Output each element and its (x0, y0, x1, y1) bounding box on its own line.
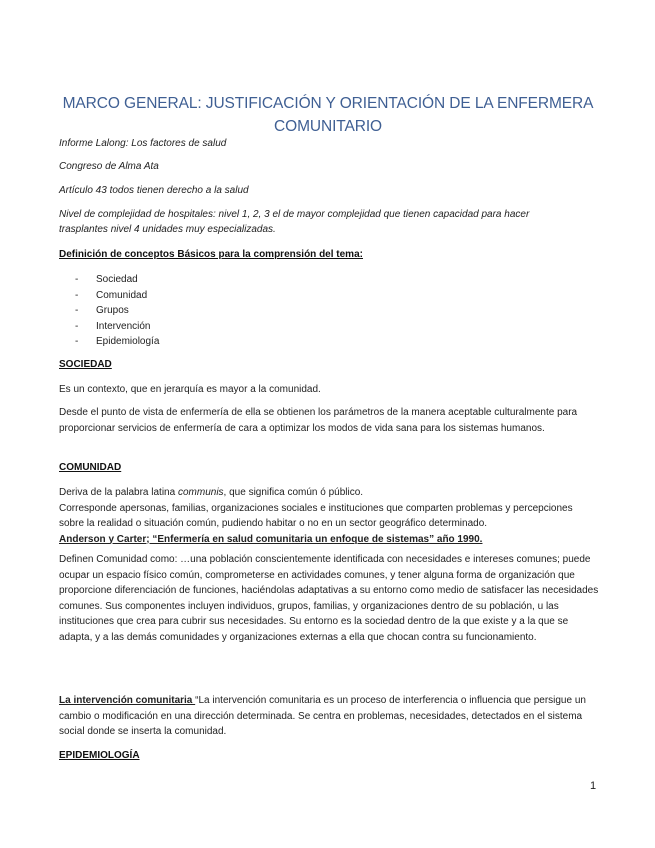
comunidad-definition: Corresponde apersonas, familias, organizaciones sociales e instituciones que comparten problemas y percepciones sobre la realidad o situación común, pudiendo habitar o no en un sector geográfico determinado. (59, 502, 573, 529)
bullet-dash: - (75, 274, 79, 285)
list-item: - Grupos (75, 303, 159, 319)
comunidad-block (59, 485, 599, 547)
intro-line-alma-ata: Congreso de Alma Ata (59, 161, 159, 172)
title-line-2: COMUNITARIO (274, 118, 382, 135)
document-title (60, 92, 596, 138)
sociedad-paragraph-2: Desde el punto de vista de enfermería de ella se obtienen los parámetros de la manera aceptable culturalmente para proporcionar servicios de enfermería de cara a optimizar los modos de vida sana para los sistemas humanos. (59, 407, 578, 434)
intro-line-articulo: Artículo 43 todos tienen derecho a la salud (59, 185, 249, 196)
intro-line-lalong: Informe Lalong: Los factores de salud (59, 138, 227, 149)
bullet-dash: - (75, 320, 79, 332)
bullet-dash: - (75, 289, 79, 301)
sociedad-heading: SOCIEDAD (59, 359, 112, 370)
list-item: - Epidemiología (75, 334, 159, 350)
page-number: 1 (590, 780, 597, 792)
list-item: - Sociedad (75, 272, 159, 288)
list-item: - Intervención (75, 319, 159, 335)
comunidad-heading: COMUNIDAD (59, 462, 122, 473)
definitions-heading: Definición de conceptos Básicos para la comprensión del tema: (59, 249, 363, 260)
intervencion-paragraph (59, 693, 599, 740)
bullet-dash: - (75, 305, 79, 316)
title-line-1: MARCO GENERAL: JUSTIFICACIÓN Y ORIENTACIÓN DE LA ENFERMERA (62, 95, 594, 112)
intro-line-complejidad: Nivel de complejidad de hospitales: nivel 1, 2, 3 el de mayor complejidad que tienen capacidad para hacer trasplantes nivel 4 unidades muy especializadas. (59, 209, 530, 235)
comunidad-origin: Deriva de la palabra latina communis, que significa común ó público. (59, 487, 364, 498)
intervencion-text: “La intervención comunitaria es un proceso de interferencia o influencia que persigue un cambio o modificación en una dirección determinada. Se centra en problemas, necesidades, detectados en el sistema social donde se inserta la comunidad. (59, 695, 586, 737)
latin-word: communis (177, 487, 224, 498)
bullet-dash: - (75, 336, 79, 347)
comunidad-reference: Anderson y Carter; “Enfermería en salud comunitaria un enfoque de sistemas” año 1990. (59, 533, 483, 545)
epidemiologia-heading: EPIDEMIOLOGÍA (59, 750, 140, 761)
sociedad-paragraph-1: Es un contexto, que en jerarquía es mayor a la comunidad. (59, 384, 321, 395)
comunidad-paragraph-3: Definen Comunidad como: …una población conscientemente identificada con necesidades e intereses comunes; puede ocupar un espacio físico común, comprometerse en actividades comunes, y tener alguna forma de organización que proporcione diferenciación de funciones, haciéndolas adaptativas a su entorno como medio de satisfacer las necesidades comunes. Sus componentes incluyen individuos, grupos, familias, y organizaciones dentro de su población, u las instituciones que crea para cubrir sus necesidades. Su entorno es la sociedad dentro de la que existe y a la que se adapta, y a las demás comunidades y organizaciones externas a ella que chocan contra su funcionamiento. (59, 554, 599, 643)
list-item: - Comunidad (75, 288, 159, 304)
intervencion-heading: La intervención comunitaria (59, 695, 196, 706)
concepts-list (75, 272, 159, 350)
